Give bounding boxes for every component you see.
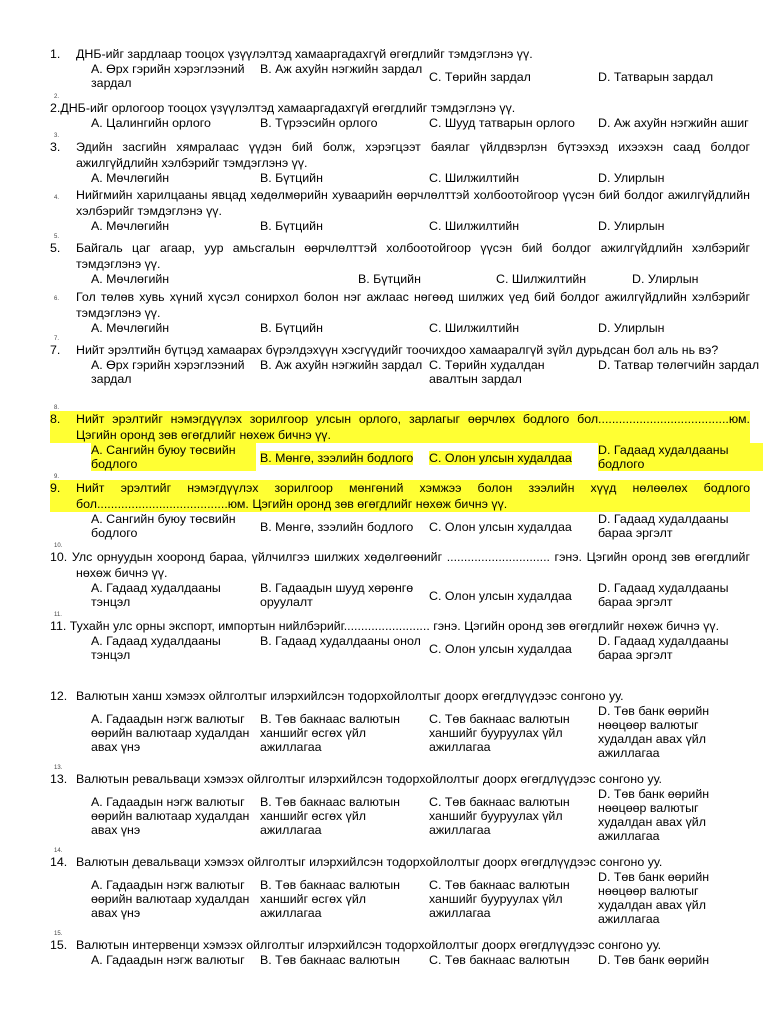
option-a[interactable]: А. Мөчлөгийн — [91, 321, 170, 335]
answer-options — [91, 953, 750, 969]
option-a[interactable]: А. Өрх гэрийн хэрэглээний зардал — [91, 358, 245, 386]
option-c[interactable]: С. Төв бакнаас валютын ханшийг бууруулах үйл ажиллагаа — [429, 878, 570, 920]
option-a[interactable]: А. Гадаадын нэгж валютыг өөрийн валютаар худалдан авах үнэ — [91, 712, 250, 754]
question-7 — [50, 342, 760, 388]
question-15 — [50, 937, 750, 969]
option-c[interactable]: С. Шилжилтийн — [429, 321, 520, 335]
question-4 — [50, 187, 750, 235]
answer-options — [91, 171, 750, 187]
question-number: 15. — [50, 938, 68, 952]
question-12 — [50, 688, 750, 764]
option-b[interactable]: В. Гадаадын шууд хөрөнгө оруулалт — [260, 581, 414, 609]
option-c[interactable]: С. Олон улсын худалдаа — [429, 589, 572, 603]
option-a[interactable]: А. Гадаадын нэгж валютыг — [91, 953, 245, 967]
option-a[interactable]: А. Өрх гэрийн хэрэглээний зардал — [91, 62, 245, 90]
question-text: ДНБ-ийг орлогоор тооцох үзүүлэлтэд хамааргадахгүй өгөгдлийг тэмдэглэнэ үү. — [60, 101, 516, 115]
answer-options — [91, 272, 750, 288]
option-c[interactable]: С. Олон улсын худалдаа — [429, 451, 572, 465]
answer-options — [91, 704, 750, 764]
small-number: 6. — [54, 296, 60, 302]
question-text: Эдийн засгийн хямралаас үүдэн бий болж, хэрэгцээт баялаг үйлдвэрлэн бүтээхэд ихээхэн саад болдог ажилгүйдлийн хэлбэрийг тэмдэглэнэ үү. — [76, 140, 750, 170]
option-d[interactable]: D. Улирлын — [632, 272, 699, 286]
answer-options — [91, 443, 750, 473]
question-stem — [50, 771, 750, 787]
option-a[interactable]: А. Сангийн буюу төсвийн бодлого — [91, 443, 256, 471]
option-c[interactable]: С. Олон улсын худалдаа — [429, 642, 572, 656]
answer-options — [91, 581, 750, 611]
question-text: Улс орнуудын хооронд бараа, үйлчилгээ шилжих хөдөлгөөнийг .............................. гэнэ. Цэгийн оронд зөв өгөгдлийг нөхөж бичнэ үү. — [71, 550, 750, 580]
question-11 — [50, 618, 750, 664]
question-stem — [50, 688, 750, 704]
question-stem — [50, 937, 750, 953]
question-stem — [50, 342, 750, 358]
option-b[interactable]: В. Бүтцийн — [260, 321, 323, 335]
question-text: Нийт эрэлтийн бүтцэд хамаарах бүрэлдэхүүн хэсгүүдийг тоочихдоо хамааралгүй зүйл дурьдсан бол аль нь вэ? — [76, 343, 719, 357]
question-stem — [50, 139, 750, 171]
option-a[interactable]: А. Гадаадын нэгж валютыг өөрийн валютаар худалдан авах үнэ — [91, 878, 250, 920]
small-number: 4. — [54, 195, 60, 201]
question-1 — [50, 46, 750, 92]
question-number: 7. — [50, 343, 61, 357]
question-stem — [50, 240, 750, 272]
option-c[interactable]: С. Шилжилтийн — [429, 171, 520, 185]
question-text: Байгаль цаг агаар, уур амьсгалын өөрчлөлттэй холбоотойгоор үүсэн бий болдог ажилгүйдлийн хэлбэрийг тэмдэглэнэ үү. — [76, 241, 750, 271]
question-13 — [50, 771, 750, 847]
question-8 — [50, 411, 750, 473]
question-6 — [50, 289, 750, 337]
option-b[interactable]: В. Аж ахуйн нэгжийн зардал — [260, 62, 423, 76]
option-c[interactable]: С. Шууд татварын орлого — [429, 116, 575, 130]
answer-options — [91, 358, 760, 388]
question-text: ДНБ-ийг зардлаар тооцох үзүүлэлтэд хамааргадахгүй өгөгдлийг тэмдэглэнэ үү. — [76, 47, 533, 61]
option-d[interactable]: D. Төв банк өөрийн — [598, 953, 710, 967]
option-d[interactable]: D. Төв банк өөрийн нөөцөөр валютыг худалдан авах үйл ажиллагаа — [598, 870, 710, 926]
option-a[interactable]: А. Мөчлөгийн — [91, 272, 170, 286]
small-number: 14. — [54, 848, 63, 854]
question-number: 10. — [50, 550, 68, 564]
question-number: 12. — [50, 689, 68, 703]
question-stem — [50, 854, 750, 870]
question-text: Нийгмийн харилцааны явцад хөдөлмөрийн хуваарийн өөрчлөлттэй холбоотойгоор үүсэн бий болдог ажилгүйдлийн хэлбэрийг тэмдэглэнэ үү. — [76, 188, 750, 218]
answer-options — [91, 870, 750, 930]
option-d[interactable]: D. Гадаад худалдааны бараа эргэлт — [598, 512, 729, 540]
question-stem — [50, 549, 750, 581]
option-d[interactable]: D. Татварын зардал — [598, 70, 714, 84]
answer-options — [91, 116, 750, 132]
option-a[interactable]: А. Цалингийн орлого — [91, 116, 211, 130]
option-d[interactable]: D. Төв банк өөрийн нөөцөөр валютыг худалдан авах үйл ажиллагаа — [598, 704, 710, 760]
question-number: 13. — [50, 772, 68, 786]
answer-options — [91, 512, 750, 542]
question-9 — [50, 480, 750, 542]
option-b[interactable]: В. Гадаад худалдааны онол — [260, 634, 421, 648]
question-text: Гол төлөв хувь хүний хүсэл сонирхол болон нэг ажлаас нөгөөд шилжих үед бий болдог ажилгүйдлийн хэлбэрийг тэмдэглэнэ үү. — [76, 290, 750, 320]
question-text: Валютын ревальваци хэмээх ойлголтыг илэрхийлсэн тодорхойлолтыг доорх өгөгдлүүдээс сонгоно уу. — [76, 772, 662, 786]
question-text: Тухайн улс орны экспорт, импортын нийлбэрийг......................... гэнэ. Цэгийн оронд зөв өгөгдлийг нөхөж бичнэ үү. — [69, 619, 720, 633]
small-number: 5. — [54, 234, 60, 240]
question-3 — [50, 139, 750, 187]
small-number: 2. — [54, 94, 60, 100]
option-c[interactable]: С. Төв бакнаас валютын ханшийг бууруулах үйл ажиллагаа — [429, 712, 570, 754]
answer-options — [91, 787, 750, 847]
small-number: 3. — [54, 133, 60, 139]
option-d[interactable]: D. Улирлын — [598, 171, 665, 185]
question-text: Нийт эрэлтийг нэмэгдүүлэх зорилгоор улсын орлого, зарлагыг өөрчлөх бодлого бол......................................юм. Цэгийн оронд зөв өгөгдлийг нөхөж бичнэ үү. — [76, 412, 750, 442]
option-b[interactable]: В. Төв бакнаас валютын ханшийг өсгөх үйл ажиллагаа — [260, 878, 401, 920]
option-b[interactable]: В. Төв бакнаас валютын ханшийг өсгөх үйл ажиллагаа — [260, 795, 401, 837]
option-a[interactable]: А. Мөчлөгийн — [91, 171, 170, 185]
question-stem — [50, 289, 750, 321]
question-stem — [50, 480, 750, 512]
option-b[interactable]: В. Мөнгө, зээлийн бодлого — [260, 451, 414, 465]
question-10 — [50, 549, 750, 611]
option-a[interactable]: А. Гадаад худалдааны тэнцэл — [91, 634, 221, 662]
question-stem — [50, 618, 750, 634]
question-number: 11. — [50, 619, 67, 633]
option-d[interactable]: D. Аж ахуйн нэгжийн ашиг — [598, 116, 749, 130]
option-a[interactable]: А. Мөчлөгийн — [91, 219, 170, 233]
option-d[interactable]: D. Гадаад худалдааны бараа эргэлт — [598, 634, 729, 662]
question-14 — [50, 854, 750, 930]
question-text: Валютын девальваци хэмээх ойлголтыг илэрхийлсэн тодорхойлолтыг доорх өгөгдлүүдээс сонгоно уу. — [76, 855, 663, 869]
question-number: 8. — [50, 412, 61, 426]
question-5 — [50, 240, 750, 288]
option-c[interactable]: С. Төрийн зардал — [429, 70, 531, 84]
question-number: 1. — [50, 47, 61, 61]
option-d[interactable]: D. Улирлын — [598, 219, 665, 233]
option-c[interactable]: С. Төрийн худалдан авалтын зардал — [429, 358, 545, 386]
option-c[interactable]: С. Төв бакнаас валютын ханшийг бууруулах үйл ажиллагаа — [429, 795, 570, 837]
option-d[interactable]: D. Гадаад худалдааны бараа эргэлт — [598, 581, 729, 609]
small-number: 10. — [54, 543, 63, 549]
answer-options — [91, 321, 750, 337]
question-text: Нийт эрэлтийг нэмэгдүүлэх зорилгоор мөнгөний хэмжээ болон зээлийн хүүд нөлөөлөх бодлого бол......................................юм. Цэгийн оронд зөв өгөгдлийг нөхөж бичнэ үү. — [76, 481, 750, 511]
option-b[interactable]: В. Аж ахуйн нэгжийн зардал — [260, 358, 423, 372]
question-number: 5. — [50, 241, 61, 255]
option-b[interactable]: В. Мөнгө, зээлийн бодлого — [260, 520, 414, 534]
option-b[interactable]: В. Бүтцийн — [358, 272, 421, 286]
option-c[interactable]: С. Олон улсын худалдаа — [429, 520, 572, 534]
option-b[interactable]: В. Бүтцийн — [260, 171, 323, 185]
question-text: Валютын ханш хэмээх ойлголтыг илэрхийлсэн тодорхойлолтыг доорх өгөгдлүүдээс сонгоно уу. — [76, 689, 624, 703]
answer-options — [91, 219, 750, 235]
question-number: 2. — [50, 101, 61, 115]
question-stem — [50, 187, 750, 219]
small-number: 11. — [54, 612, 62, 618]
option-a[interactable]: А. Гадаад худалдааны тэнцэл — [91, 581, 221, 609]
small-number: 8. — [54, 405, 60, 411]
question-stem — [50, 100, 750, 116]
option-c[interactable]: С. Төв бакнаас валютын — [429, 953, 570, 967]
question-number: 3. — [50, 140, 61, 154]
question-stem — [50, 411, 750, 443]
option-d[interactable]: D. Татвар төлөгчийн зардал — [598, 358, 760, 372]
small-number: 7. — [54, 336, 60, 342]
option-d[interactable]: D. Гадаад худалдааны бодлого — [598, 443, 763, 471]
small-number: 13. — [54, 765, 63, 771]
question-stem — [50, 46, 750, 62]
small-number: 9. — [54, 474, 60, 480]
small-number: 15. — [54, 931, 63, 937]
question-number: 14. — [50, 855, 68, 869]
option-d[interactable]: D. Төв банк өөрийн нөөцөөр валютыг худалдан авах үйл ажиллагаа — [598, 787, 710, 843]
option-d[interactable]: D. Улирлын — [598, 321, 665, 335]
option-c[interactable]: С. Шилжилтийн — [429, 219, 520, 233]
option-b[interactable]: В. Түрээсийн орлого — [260, 116, 378, 130]
question-text: Валютын интервенци хэмээх ойлголтыг илэрхийлсэн тодорхойлолтыг доорх өгөгдлүүдээс сонгоно уу. — [76, 938, 662, 952]
option-b[interactable]: В. Төв бакнаас валютын ханшийг өсгөх үйл ажиллагаа — [260, 712, 401, 754]
option-b[interactable]: В. Бүтцийн — [260, 219, 323, 233]
answer-options — [91, 634, 750, 664]
option-a[interactable]: А. Сангийн буюу төсвийн бодлого — [91, 512, 236, 540]
option-c[interactable]: С. Шилжилтийн — [496, 272, 587, 286]
question-2 — [50, 100, 750, 132]
question-number: 9. — [50, 481, 61, 495]
option-b[interactable]: В. Төв бакнаас валютын — [260, 953, 401, 967]
option-a[interactable]: А. Гадаадын нэгж валютыг өөрийн валютаар худалдан авах үнэ — [91, 795, 250, 837]
answer-options — [91, 62, 750, 92]
